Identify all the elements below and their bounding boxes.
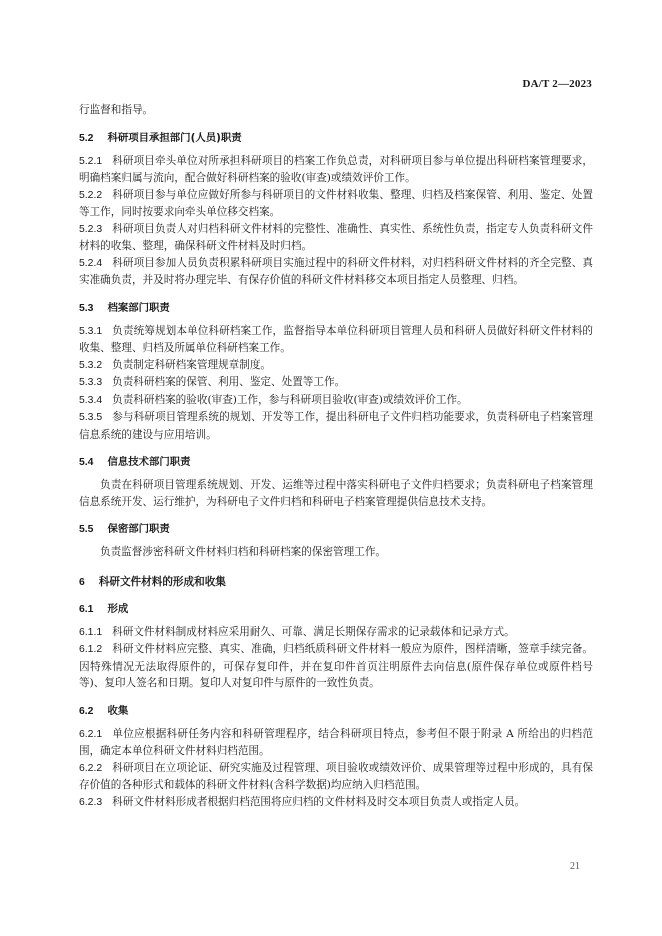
clause-number: 5.3.2	[79, 359, 103, 371]
paragraph	[79, 357, 593, 375]
clause-number: 6.2.2	[79, 762, 103, 774]
page-number: 21	[570, 861, 580, 872]
clause-text: 科研项目负责人对归档科研文件材料的完整性、准确性、真实性、系统性负责，指定专人负责科研文件材料的收集、整理，确保科研文件材料及时归档。	[79, 222, 593, 252]
clause-text: 科研文件材料的形成和收集	[98, 575, 226, 588]
clause-text: 参与科研项目管理系统的规划、开发等工作，提出科研电子文件归档功能要求，负责科研电子档案管理信息系统的建设与应用培训。	[79, 411, 593, 441]
subsection-heading	[79, 131, 593, 146]
clause-number: 5.2.1	[79, 155, 103, 167]
paragraph	[79, 374, 593, 392]
clause-text: 科研文件材料形成者根据归档范围将应归档的文件材料及时交本项目负责人或指定人员。	[112, 795, 526, 808]
clause-number: 6	[79, 576, 85, 588]
paragraph	[79, 221, 593, 255]
subsection-heading	[79, 704, 593, 719]
clause-number: 6.2.3	[79, 796, 103, 808]
clause-number: 6.1.2	[79, 644, 103, 655]
clause-text: 科研项目牵头单位对所承担科研项目的档案工作负总责，对科研项目参与单位提出科研档案管理要求，明确档案归属与流向，配合做好科研档案的验收(审查)或绩效评价工作。	[79, 154, 593, 184]
clause-text: 信息技术部门职责	[107, 456, 191, 468]
clause-text: 负责在科研项目管理系统规划、开发、运维等过程中落实科研电子文件归档要求；负责科研电子档案管理信息系统开发、运行维护，为科研电子文件归档和科研电子档案管理提供信息技术支持。	[79, 479, 593, 508]
paragraph	[79, 255, 593, 289]
paragraph	[79, 726, 593, 760]
paragraph	[79, 102, 593, 119]
paragraph	[79, 153, 593, 187]
paragraph	[79, 323, 593, 357]
paragraph	[79, 187, 593, 221]
clause-text: 负责制定科研档案管理规章制度。	[112, 358, 272, 371]
clause-text: 负责统筹规划本单位科研档案工作，监督指导本单位科研项目管理人员和科研人员做好科研文件材料的收集、整理、归档及所属单位科研档案工作。	[79, 324, 593, 354]
clause-text: 保密部门职责	[107, 523, 170, 535]
clause-text: 科研项目参与单位应做好所参与科研项目的文件材料收集、整理、归档及档案保管、利用、鉴定、处置等工作，同时按要求向牵头单位移交档案。	[79, 188, 593, 218]
clause-text: 负责科研档案的保管、利用、鉴定、处置等工作。	[112, 376, 346, 388]
paragraph	[79, 641, 593, 692]
document-body	[79, 102, 593, 811]
clause-number: 6.2.1	[79, 728, 103, 740]
clause-text: 档案部门职责	[107, 301, 170, 314]
clause-number: 5.2.3	[79, 223, 103, 235]
clause-text: 负责监督涉密科研文件材料归档和科研档案的保密管理工作。	[100, 546, 387, 558]
section-heading	[79, 575, 593, 590]
paragraph	[79, 392, 593, 410]
clause-text: 科研文件材料应完整、真实、准确，归档纸质科研文件材料一般应为原件，图样清晰，签章手续完备。因特殊情况无法取得原件的，可保存复印件，并在复印件首页注明原件去向信息(原件保存单位或原件档号等)、复印人签名和日期。复印人对复印件与原件的一致性负责。	[79, 643, 593, 689]
clause-number: 6.2	[79, 705, 94, 717]
paragraph	[79, 794, 593, 812]
paragraph	[79, 624, 593, 642]
clause-text: 科研项目参加人员负责积累科研项目实施过程中的科研文件材料，对归档科研文件材料的齐全完整、真实准确负责，并及时将办理完毕、有保存价值的科研文件材料移交本项目指定人员整理、归档。	[79, 256, 593, 286]
subsection-heading	[79, 455, 593, 470]
clause-text: 科研项目在立项论证、研究实施及过程管理、项目验收或绩效评价、成果管理等过程中形成的，具有保存价值的各种形式和载体的科研文件材料(含科学数据)均应纳入归档范围。	[79, 761, 593, 791]
clause-number: 5.2.4	[79, 257, 103, 269]
clause-number: 5.3.5	[79, 412, 103, 423]
paragraph	[79, 409, 593, 443]
clause-number: 5.3.4	[79, 394, 103, 406]
clause-number: 5.5	[79, 524, 94, 535]
clause-number: 5.3	[79, 302, 94, 314]
standard-code: DA/T 2—2023	[522, 78, 592, 90]
clause-number: 6.1	[79, 603, 94, 615]
subsection-heading	[79, 522, 593, 537]
clause-number: 5.3.3	[79, 377, 103, 388]
clause-number: 5.4	[79, 457, 94, 468]
clause-text: 科研项目承担部门(人员)职责	[107, 131, 242, 144]
clause-text: 行监督和指导。	[79, 104, 154, 116]
paragraph	[79, 544, 593, 561]
subsection-heading	[79, 602, 593, 617]
paragraph	[79, 760, 593, 794]
clause-number: 5.3.1	[79, 325, 103, 337]
paragraph	[79, 477, 593, 510]
clause-text: 收集	[107, 704, 129, 717]
clause-number: 5.2.2	[79, 189, 103, 201]
clause-text: 形成	[107, 602, 129, 615]
clause-number: 5.2	[79, 132, 94, 144]
subsection-heading	[79, 301, 593, 316]
clause-text: 单位应根据科研任务内容和科研管理程序，结合科研项目特点，参考但不限于附录 A 所给出的归档范围，确定本单位科研文件材料归档范围。	[79, 727, 593, 757]
clause-text: 负责科研档案的验收(审查)工作，参与科研项目验收(审查)或绩效评价工作。	[112, 393, 468, 406]
clause-text: 科研文件材料制成材料应采用耐久、可靠、满足长期保存需求的记录载体和记录方式。	[112, 625, 515, 638]
clause-number: 6.1.1	[79, 626, 103, 638]
